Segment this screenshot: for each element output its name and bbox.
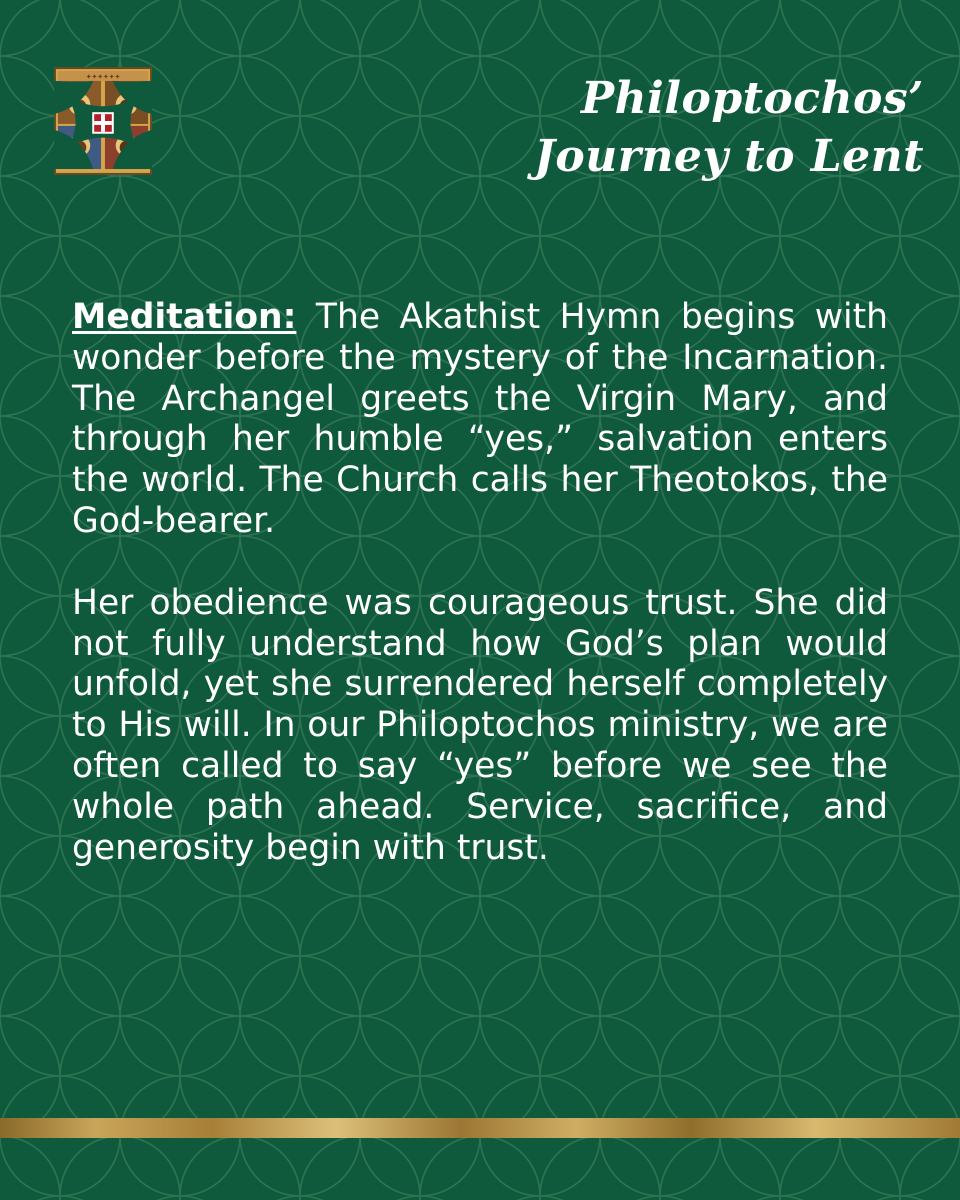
page-title-line-1: Philoptochos’ (580, 73, 924, 124)
gold-divider (0, 1118, 960, 1138)
meditation-paragraph-text: The Akathist Hymn begins with wonder before the mystery of the Incarnation. The Archangel greets the Virgin Mary, and through her humble “yes,” salvation enters the world. The Church calls her Theotokos, the God-bearer. (72, 297, 889, 541)
meditation-paragraph (72, 297, 888, 542)
meditation-label: Meditation: (72, 297, 297, 337)
reflection-paragraph: Her obedience was courageous trust. She did not fully understand how God’s plan would unfold, yet she surrendered herself completely to His will. In our Philoptochos ministry, we are often called to say “yes” before we see the whole path ahead. Service, sacrifice, and generosity begin with trust. (72, 582, 888, 868)
svg-text:✦✦✦✦✦✦: ✦✦✦✦✦✦ (85, 72, 121, 81)
page-title-line-2: Journey to Lent (534, 131, 924, 182)
page-title (504, 70, 924, 186)
byzantine-cross-icon (54, 67, 152, 175)
meditation-text (72, 297, 888, 868)
